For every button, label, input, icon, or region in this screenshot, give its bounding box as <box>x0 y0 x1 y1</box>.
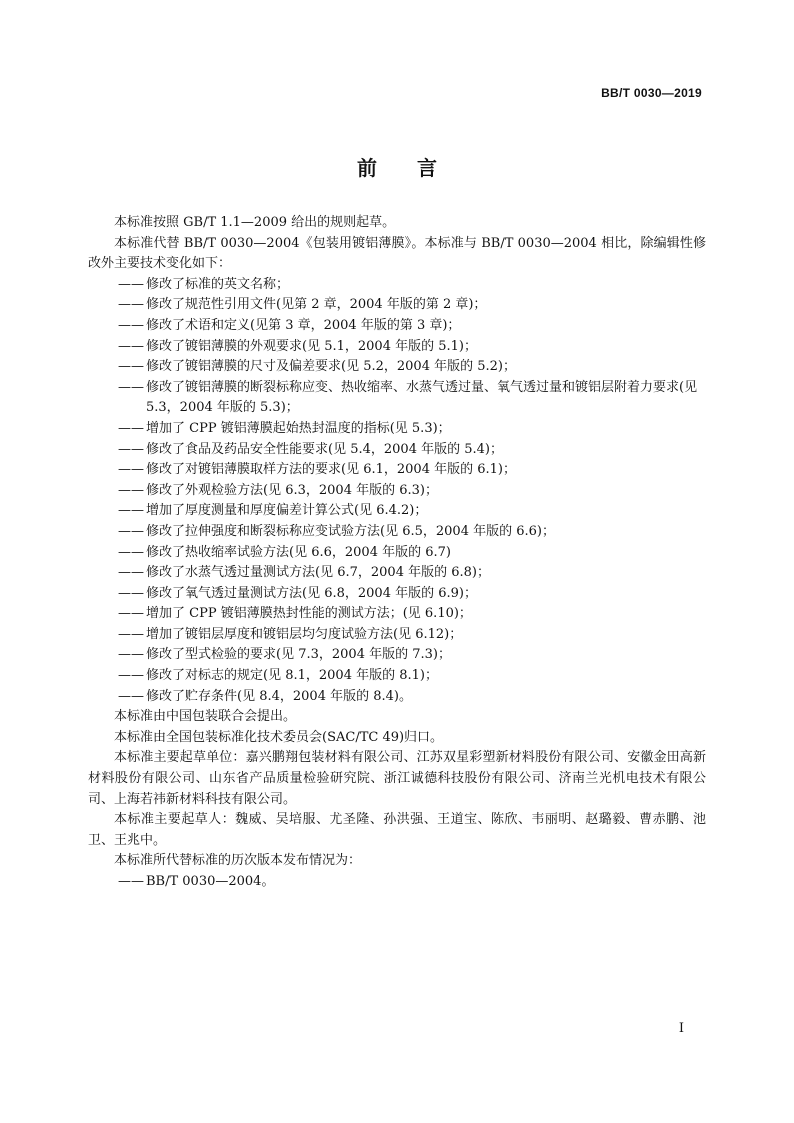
list-item: —— 修改了规范性引用文件(见第 2 章，2004 年版的第 2 章)； <box>118 297 487 313</box>
document-body <box>88 213 706 893</box>
list-item: —— 修改了镀铝薄膜的断裂标称应变、热收缩率、水蒸气透过量、氧气透过量和镀铝层附着力要求(见 5.3，2004 年版的 5.3)； <box>118 379 698 416</box>
list-item: —— 修改了热收缩率试验方法(见 6.6，2004 年版的 6.7) <box>118 544 451 560</box>
list-item: —— 增加了镀铝层厚度和镀铝层均匀度试验方法(见 6.12)； <box>118 626 463 642</box>
list-item: —— 修改了标准的英文名称； <box>118 276 290 292</box>
drafting-units: 本标准主要起草单位：嘉兴鹏翔包装材料有限公司、江苏双星彩塑新材料股份有限公司、安徽金田高新材料股份有限公司、山东省产品质量检验研究院、浙江诚德科技股份有限公司、济南兰光机电技术有限公司、上海若祎新材料科技有限公司。 <box>88 750 706 807</box>
standard-code: BB/T 0030—2019 <box>601 86 702 100</box>
list-item: —— 增加了厚度测量和厚度偏差计算公式(见 6.4.2)； <box>118 503 428 519</box>
list-item: —— 修改了贮存条件(见 8.4，2004 年版的 8.4)。 <box>118 688 412 704</box>
list-item: —— 修改了食品及药品安全性能要求(见 5.4，2004 年版的 5.4)； <box>118 441 503 457</box>
list-item: —— 修改了对标志的规定(见 8.1，2004 年版的 8.1)； <box>118 668 438 684</box>
history-item: —— BB/T 0030—2004。 <box>118 874 275 889</box>
list-item: —— 修改了外观检验方法(见 6.3，2004 年版的 6.3)； <box>118 482 438 498</box>
change-list <box>88 275 706 707</box>
list-item: —— 增加了 CPP 镀铝薄膜热封性能的测试方法；(见 6.10)； <box>118 606 472 622</box>
list-item: —— 修改了镀铝薄膜的尺寸及偏差要求(见 5.2，2004 年版的 5.2)； <box>118 359 516 375</box>
closing-paragraph: 本标准所代替标准的历次版本发布情况为： <box>114 853 362 869</box>
list-item: —— 修改了氧气透过量测试方法(见 6.8，2004 年版的 6.9)； <box>118 585 477 601</box>
list-item: —— 修改了术语和定义(见第 3 章，2004 年版的第 3 章)； <box>118 317 461 333</box>
list-item: —— 修改了对镀铝薄膜取样方法的要求(见 6.1，2004 年版的 6.1)； <box>118 462 516 478</box>
list-item: —— 修改了水蒸气透过量测试方法(见 6.7，2004 年版的 6.8)； <box>118 565 490 581</box>
intro-paragraph: 本标准代替 BB/T 0030—2004《包装用镀铝薄膜》。本标准与 BB/T 0030—2004 相比，除编辑性修改外主要技术变化如下： <box>88 235 706 272</box>
drafters: 本标准主要起草人：魏威、吴培服、尤圣隆、孙洪强、王道宝、陈欣、韦丽明、赵璐毅、曹赤鹏、池卫、王兆中。 <box>88 812 706 848</box>
list-item: —— 修改了拉伸强度和断裂标称应变试验方法(见 6.5，2004 年版的 6.6)； <box>118 523 555 539</box>
list-item: —— 增加了 CPP 镀铝薄膜起始热封温度的指标(见 5.3)； <box>118 420 451 436</box>
list-item: —— 修改了型式检验的要求(见 7.3，2004 年版的 7.3)； <box>118 647 451 663</box>
page-title: 前 言 <box>357 156 437 180</box>
page-number: I <box>678 1021 684 1036</box>
closing-paragraph: 本标准由中国包装联合会提出。 <box>114 709 297 725</box>
list-item: —— 修改了镀铝薄膜的外观要求(见 5.1，2004 年版的 5.1)； <box>118 338 477 354</box>
closing-paragraph: 本标准由全国包装标准化技术委员会(SAC/TC 49)归口。 <box>114 729 444 745</box>
intro-paragraph: 本标准按照 GB/T 1.1—2009 给出的规则起草。 <box>114 215 396 230</box>
